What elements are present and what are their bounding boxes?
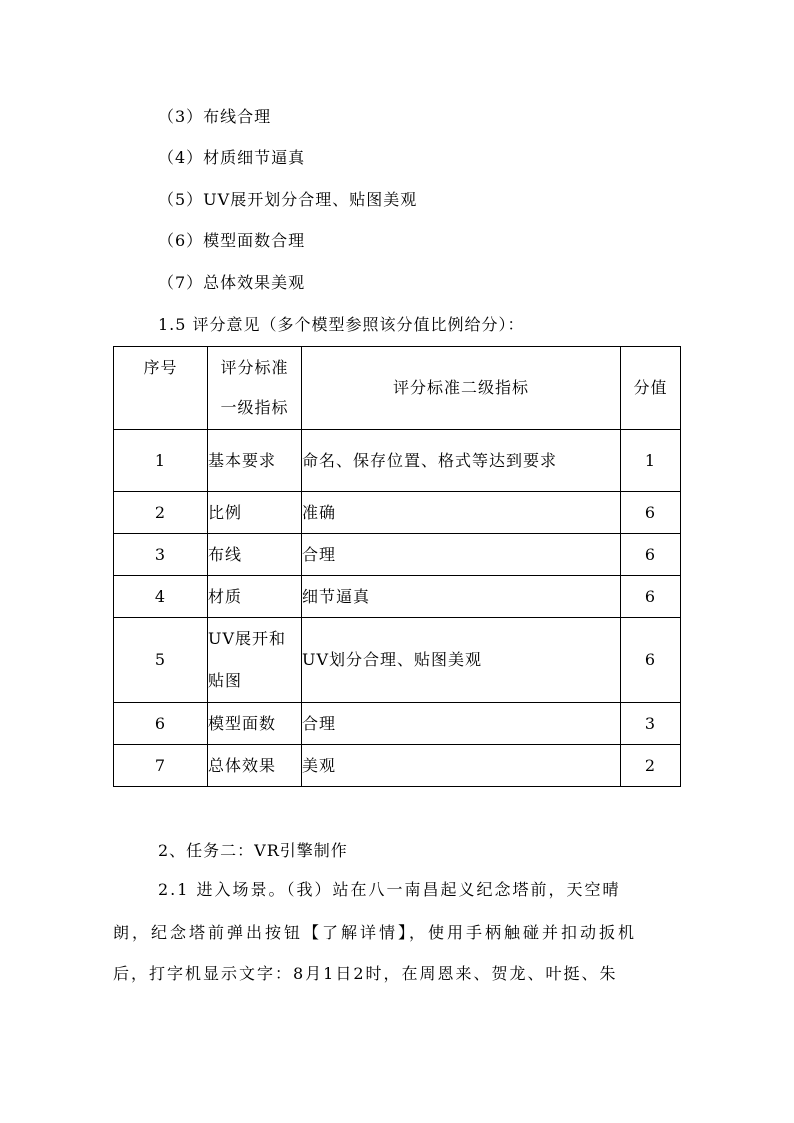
criteria-item-6: （6）模型面数合理 [158, 231, 306, 250]
table-header-row [114, 347, 681, 430]
body-line-1: 2.1 进入场景。（我）站在八一南昌起义纪念塔前，天空晴 [158, 880, 621, 899]
header-level1-line2: 一级指标 [220, 398, 289, 417]
row-level1: 布线 [208, 534, 302, 576]
header-level1-line1: 评分标准 [220, 358, 289, 377]
row-level1-line1: UV展开和 [208, 629, 287, 648]
row-level2: 合理 [302, 703, 621, 745]
row-score: 6 [621, 618, 681, 703]
row-score: 6 [621, 492, 681, 534]
task-heading: 2、任务二：VR引擎制作 [158, 841, 348, 860]
row-no: 7 [114, 745, 208, 787]
row-score: 1 [621, 430, 681, 492]
row-no: 1 [114, 430, 208, 492]
criteria-item-3: （3）布线合理 [158, 107, 272, 126]
table-row [114, 745, 681, 787]
header-level1 [208, 347, 302, 430]
row-level1 [208, 618, 302, 703]
header-no [114, 347, 208, 430]
header-no-text: 序号 [143, 358, 178, 377]
table-row [114, 430, 681, 492]
row-level2: 合理 [302, 534, 621, 576]
table-row [114, 534, 681, 576]
table-row [114, 703, 681, 745]
row-level2: 准确 [302, 492, 621, 534]
row-level2: 细节逼真 [302, 576, 621, 618]
table-row [114, 576, 681, 618]
row-level1: 总体效果 [208, 745, 302, 787]
criteria-item-7: （7）总体效果美观 [158, 273, 306, 292]
row-score: 3 [621, 703, 681, 745]
row-score: 6 [621, 534, 681, 576]
row-level1: 比例 [208, 492, 302, 534]
header-level2: 评分标准二级指标 [302, 347, 621, 430]
row-level2: UV划分合理、贴图美观 [302, 618, 621, 703]
row-score: 6 [621, 576, 681, 618]
row-no: 2 [114, 492, 208, 534]
row-level2: 美观 [302, 745, 621, 787]
row-level2: 命名、保存位置、格式等达到要求 [302, 430, 621, 492]
table-row [114, 492, 681, 534]
header-score: 分值 [621, 347, 681, 430]
scoring-table [113, 346, 681, 787]
row-score: 2 [621, 745, 681, 787]
row-no: 6 [114, 703, 208, 745]
row-no: 5 [114, 618, 208, 703]
row-level1-line2: 贴图 [208, 671, 243, 690]
criteria-item-5: （5）UV展开划分合理、贴图美观 [158, 190, 418, 209]
body-line-2: 朗，纪念塔前弹出按钮【了解详情】，使用手柄触碰并扣动扳机 [113, 923, 638, 942]
row-level1: 材质 [208, 576, 302, 618]
row-level1: 模型面数 [208, 703, 302, 745]
body-line-3: 后，打字机显示文字：8月1日2时，在周恩来、贺龙、叶挺、朱 [113, 964, 618, 983]
criteria-item-4: （4）材质细节逼真 [158, 148, 306, 167]
row-no: 4 [114, 576, 208, 618]
table-row [114, 618, 681, 703]
row-level1: 基本要求 [208, 430, 302, 492]
row-no: 3 [114, 534, 208, 576]
section-heading: 1.5 评分意见（多个模型参照该分值比例给分）： [158, 315, 525, 334]
